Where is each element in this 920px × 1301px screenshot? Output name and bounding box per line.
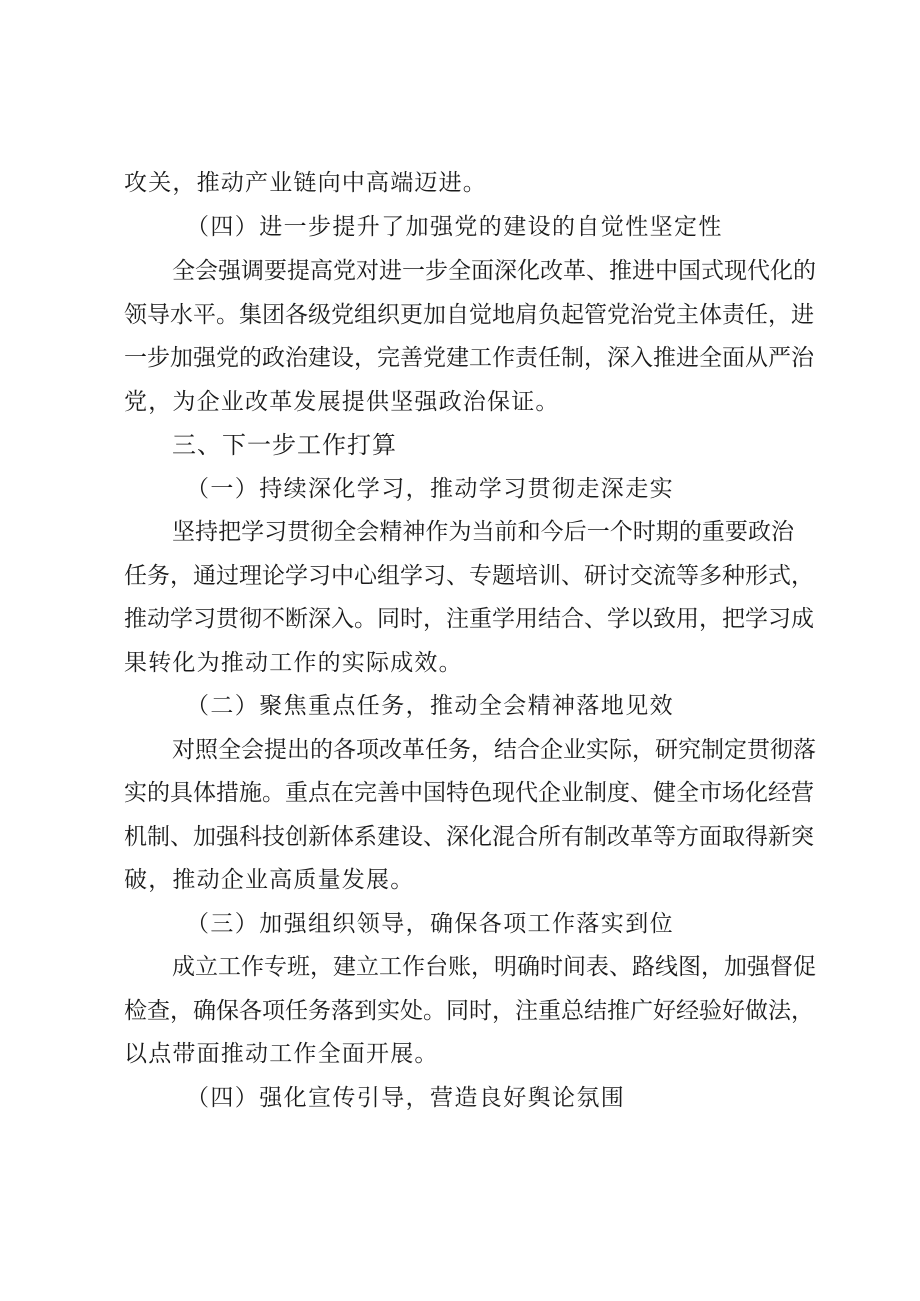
subsection-heading: （三）加强组织领导，确保各项工作落实到位 xyxy=(186,911,674,937)
subsection-heading: （四）进一步提升了加强党的建设的自觉性坚定性 xyxy=(186,214,723,240)
paragraph-line: 攻关，推动产业链向中高端迈进。 xyxy=(124,170,487,196)
paragraph-line: 果转化为推动工作的实际成效。 xyxy=(124,650,463,676)
paragraph-line: 推动学习贯彻不断深入。同时，注重学用结合、学以致用，把学习成 xyxy=(124,606,814,632)
paragraph-line: 坚持把学习贯彻全会精神作为当前和今后一个时期的重要政治 xyxy=(172,519,794,545)
subsection-heading: （四）强化宣传引导，营造良好舆论氛围 xyxy=(186,1085,626,1111)
subsection-heading: （二）聚焦重点任务，推动全会精神落地见效 xyxy=(186,693,674,719)
paragraph-line: 全会强调要提高党对进一步全面深化改革、推进中国式现代化的 xyxy=(172,258,816,284)
paragraph-line: 党，为企业改革发展提供坚强政治保证。 xyxy=(124,389,560,415)
paragraph-line: 成立工作专班，建立工作台账，明确时间表、路线图，加强督促 xyxy=(172,954,816,980)
section-heading: 三、下一步工作打算 xyxy=(172,431,397,459)
paragraph-line: 对照全会提出的各项改革任务，结合企业实际，研究制定贯彻落 xyxy=(172,737,816,763)
paragraph-line: 一步加强党的政治建设，完善党建工作责任制，深入推进全面从严治 xyxy=(124,345,814,371)
paragraph-line: 检查，确保各项任务落到实处。同时，注重总结推广好经验好做法， xyxy=(124,998,814,1024)
paragraph-line: 任务，通过理论学习中心组学习、专题培训、研讨交流等多种形式， xyxy=(124,563,814,589)
subsection-heading: （一）持续深化学习，推动学习贯彻走深走实 xyxy=(186,476,674,502)
paragraph-line: 实的具体措施。重点在完善中国特色现代企业制度、健全市场化经营 xyxy=(124,780,814,806)
paragraph-line: 破，推动企业高质量发展。 xyxy=(124,867,415,893)
paragraph-line: 机制、加强科技创新体系建设、深化混合所有制改革等方面取得新突 xyxy=(124,824,814,850)
paragraph-line: 以点带面推动工作全面开展。 xyxy=(124,1041,439,1067)
paragraph-line: 领导水平。集团各级党组织更加自觉地肩负起管党治党主体责任，进 xyxy=(124,302,814,328)
